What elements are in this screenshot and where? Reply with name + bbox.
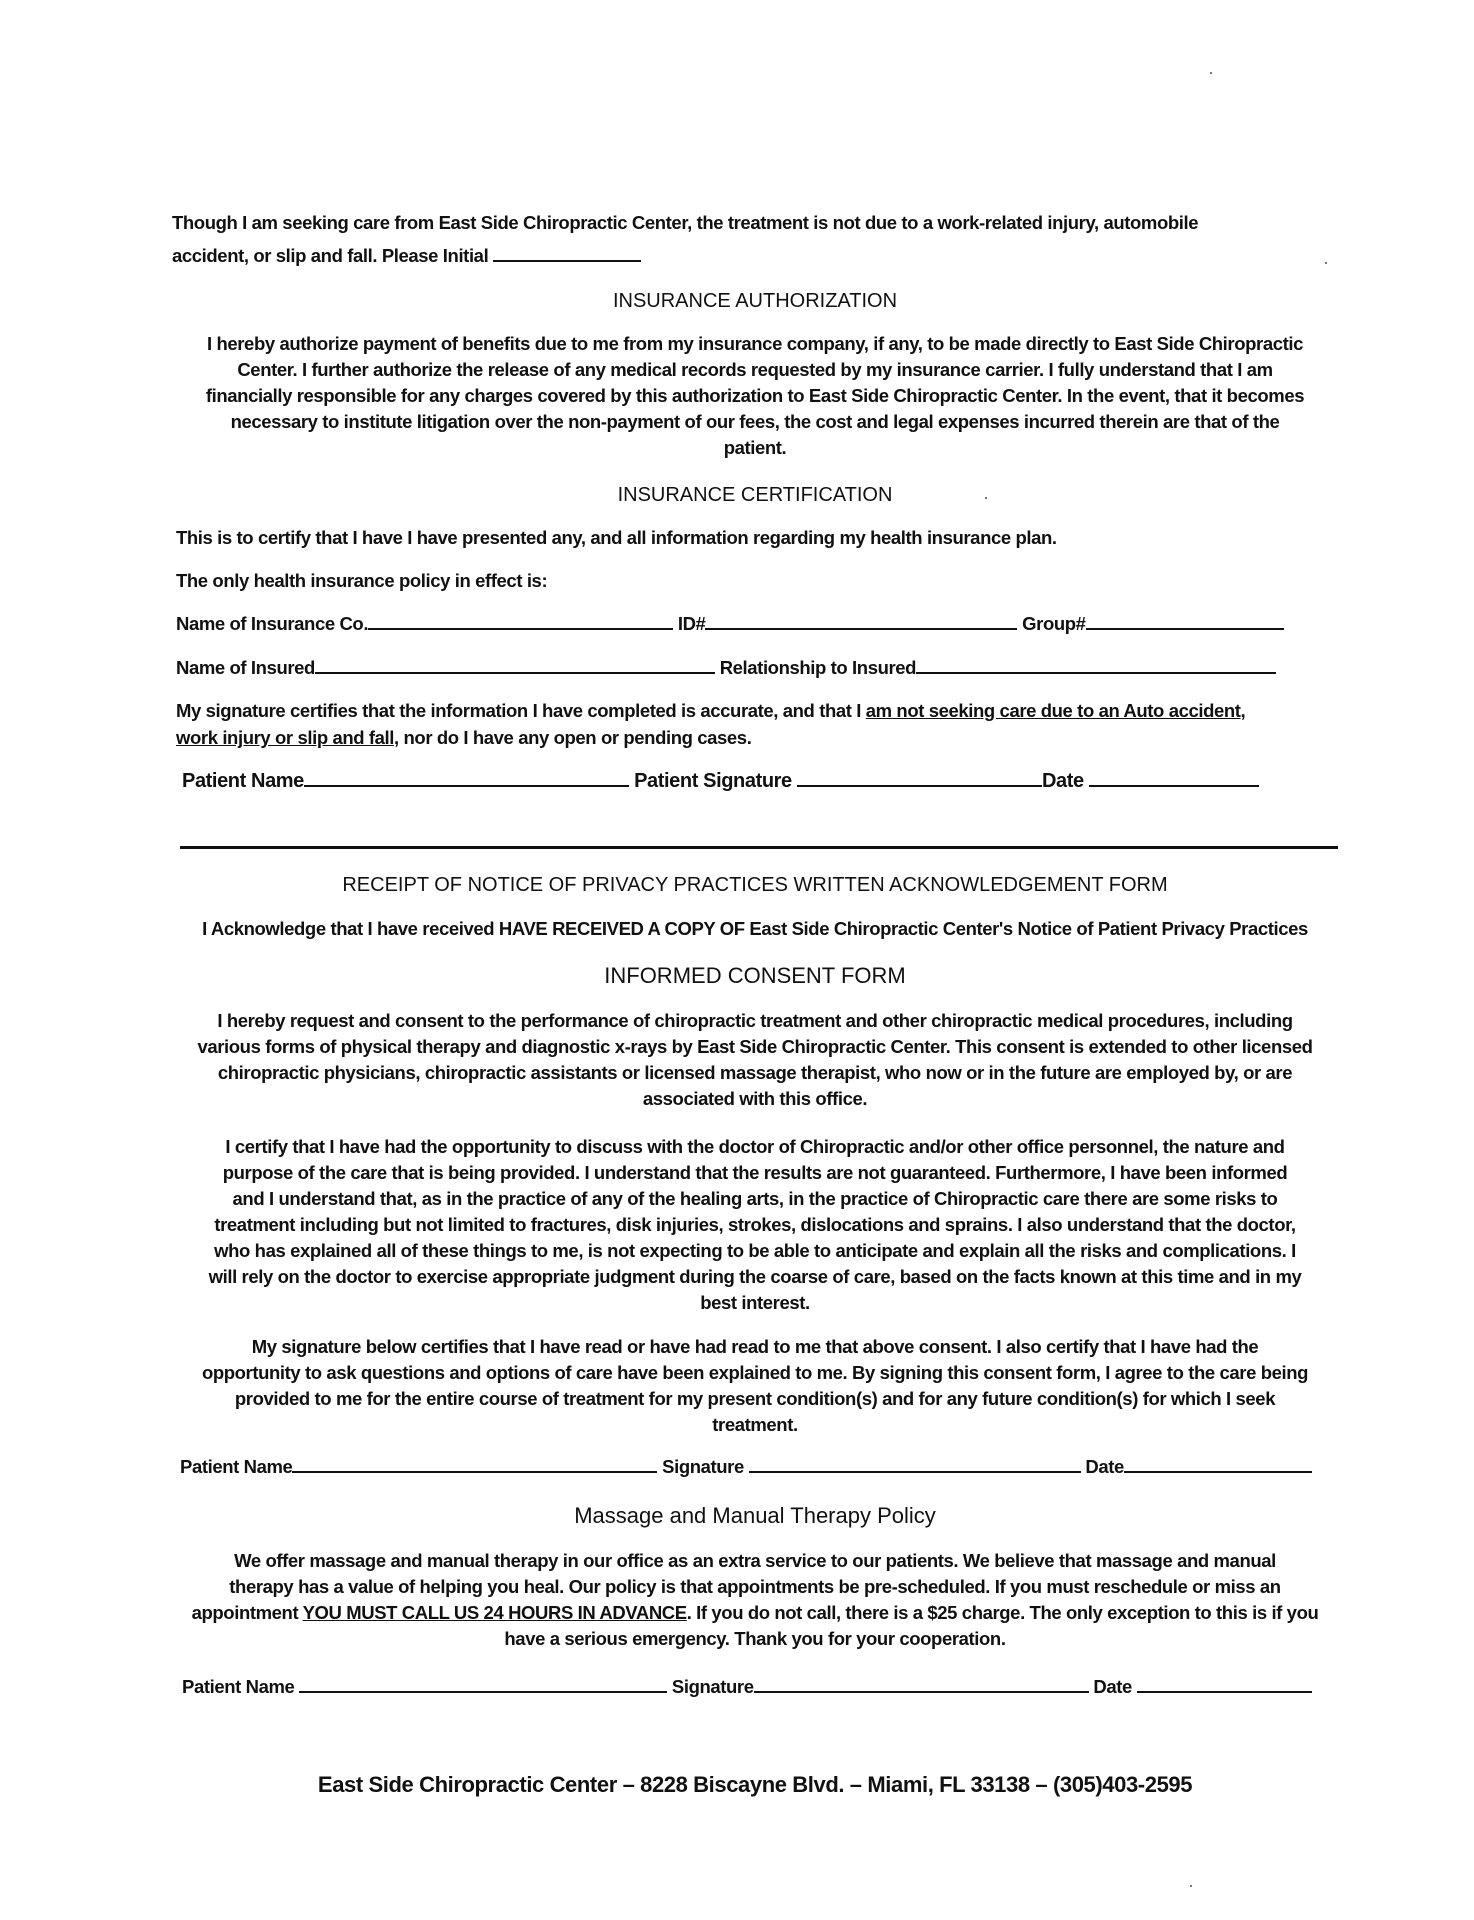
intro-line-2 <box>172 244 641 267</box>
auth-line: financially responsible for any charges covered by this authorization to East Side Chiropractic Center. In the event, that it becomes <box>205 385 1305 406</box>
patient-name-field[interactable] <box>292 1455 657 1473</box>
consent-line: associated with this office. <box>642 1088 868 1109</box>
certification-signature-row <box>182 769 1259 793</box>
initial-field[interactable] <box>493 244 641 262</box>
date-label: Date <box>1085 1456 1124 1477</box>
informed-consent-heading: INFORMED CONSENT FORM <box>604 963 906 988</box>
massage-policy-heading: Massage and Manual Therapy Policy <box>574 1503 936 1528</box>
date-label: Date <box>1041 770 1084 792</box>
signature-label: Signature <box>671 1676 754 1697</box>
date-field[interactable] <box>1089 769 1259 787</box>
scan-speck <box>985 497 987 499</box>
massage-signature-row <box>182 1675 1312 1698</box>
date-label: Date <box>1093 1676 1132 1697</box>
scan-speck <box>1325 262 1327 264</box>
consent-line: best interest. <box>700 1292 810 1313</box>
patient-name-label: Patient Name <box>182 770 304 792</box>
massage-line: therapy has a value of helping you heal. Our policy is that appointments be pre-scheduled. If you must reschedule or miss an <box>229 1576 1281 1597</box>
statement-underlined: am not seeking care due to an Auto accident, <box>865 700 1246 721</box>
intro-line-1: Though I am seeking care from East Side Chiropractic Center, the treatment is not due to a work-related injury, automobile <box>172 212 1199 233</box>
certification-statement-1 <box>176 700 1245 722</box>
insurance-row-1 <box>176 612 1284 635</box>
consent-line: will rely on the doctor to exercise appropriate judgment during the coarse of care, based on the facts known at this time and in my <box>208 1266 1302 1287</box>
signature-field[interactable] <box>754 1675 1089 1693</box>
consent-line: opportunity to ask questions and options of care have been explained to me. By signing this consent form, I agree to the care being <box>201 1362 1309 1383</box>
insurance-row-2 <box>176 656 1276 679</box>
consent-line: and I understand that, as in the practice of any of the healing arts, in the practice of Chiropractic care there are some risks to <box>232 1188 1278 1209</box>
auth-line: necessary to institute litigation over the non-payment of our fees, the cost and legal expenses incurred therein are that of the <box>230 411 1280 432</box>
consent-line: I certify that I have had the opportunity to discuss with the doctor of Chiropractic and/or other office personnel, the nature and <box>225 1136 1285 1157</box>
insured-label: Name of Insured <box>176 657 315 678</box>
massage-line: We offer massage and manual therapy in our office as an extra service to our patients. We believe that massage and manual <box>234 1550 1276 1571</box>
consent-line: My signature below certifies that I have read or have had read to me that above consent. I also certify that I have had the <box>251 1336 1259 1357</box>
footer-contact: East Side Chiropractic Center – 8228 Biscayne Blvd. – Miami, FL 33138 – (305)403-2595 <box>317 1772 1193 1797</box>
patient-signature-field[interactable] <box>797 769 1042 787</box>
patient-name-label: Patient Name <box>182 1676 295 1697</box>
consent-line: treatment including but not limited to fractures, disk injuries, strokes, dislocations and sprains. I also understand that the doctor, <box>214 1214 1296 1235</box>
massage-line <box>170 1602 1340 1624</box>
consent-line: who has explained all of these things to me, is not expecting to be able to anticipate and explain all the risks and complications. I <box>214 1240 1296 1261</box>
privacy-acknowledgement: I Acknowledge that I have received HAVE RECEIVED A COPY OF East Side Chiropractic Center's Notice of Patient Privacy Practices <box>202 918 1308 939</box>
auth-line: I hereby authorize payment of benefits due to me from my insurance company, if any, to be made directly to East Side Chiropractic <box>206 333 1303 354</box>
privacy-heading: RECEIPT OF NOTICE OF PRIVACY PRACTICES WRITTEN ACKNOWLEDGEMENT FORM <box>342 874 1168 896</box>
insurance-co-field[interactable] <box>368 612 673 630</box>
consent-line: chiropractic physicians, chiropractic assistants or licensed massage therapist, who now or in the future are employed by, or are <box>217 1062 1293 1083</box>
patient-signature-label: Patient Signature <box>634 770 792 792</box>
signature-field[interactable] <box>749 1455 1081 1473</box>
insured-field[interactable] <box>315 656 715 674</box>
consent-signature-row <box>180 1455 1312 1478</box>
statement-text: nor do I have any open or pending cases. <box>398 727 752 748</box>
group-field[interactable] <box>1086 612 1284 630</box>
auth-line: patient. <box>723 437 787 458</box>
policy-intro: The only health insurance policy in effect is: <box>176 570 548 591</box>
patient-name-field[interactable] <box>299 1675 667 1693</box>
consent-line: treatment. <box>712 1414 798 1435</box>
signature-label: Signature <box>662 1456 744 1477</box>
auth-line: Center. I further authorize the release of any medical records requested by my insurance carrier. I fully understand that I am <box>237 359 1273 380</box>
scan-speck <box>1190 1885 1192 1887</box>
massage-line: have a serious emergency. Thank you for your cooperation. <box>504 1628 1006 1649</box>
id-field[interactable] <box>705 612 1017 630</box>
consent-line: provided to me for the entire course of treatment for my present condition(s) and for any future condition(s) for which I seek <box>234 1388 1276 1409</box>
consent-line: purpose of the care that is being provided. I understand that the results are not guaranteed. Furthermore, I have been informed <box>222 1162 1288 1183</box>
consent-line: I hereby request and consent to the performance of chiropractic treatment and other chiropractic medical procedures, including <box>217 1010 1293 1031</box>
relationship-field[interactable] <box>916 656 1276 674</box>
id-label: ID# <box>677 613 706 634</box>
massage-text: . If you do not call, there is a $25 charge. The only exception to this is if you <box>686 1602 1319 1623</box>
certification-statement-2 <box>176 727 751 749</box>
relationship-label: Relationship to Insured <box>719 657 917 678</box>
group-label: Group# <box>1022 613 1086 634</box>
statement-underlined: work injury or slip and fall, <box>176 727 399 748</box>
insurance-certification-heading: INSURANCE CERTIFICATION <box>617 484 893 506</box>
massage-text: appointment <box>191 1602 303 1623</box>
patient-name-label: Patient Name <box>180 1456 293 1477</box>
date-field[interactable] <box>1137 1675 1312 1693</box>
scan-speck <box>1210 72 1212 74</box>
section-divider <box>180 846 1338 849</box>
statement-text: My signature certifies that the information I have completed is accurate, and that I <box>176 700 866 721</box>
insurance-co-label: Name of Insurance Co. <box>176 613 369 634</box>
patient-name-field[interactable] <box>304 769 629 787</box>
date-field[interactable] <box>1124 1455 1312 1473</box>
intro-text: accident, or slip and fall. Please Initial <box>172 245 489 266</box>
call-advance-notice: YOU MUST CALL US 24 HOURS IN ADVANCE <box>302 1602 687 1623</box>
consent-line: various forms of physical therapy and diagnostic x-rays by East Side Chiropractic Center. This consent is extended to other licensed <box>197 1036 1313 1057</box>
insurance-authorization-heading: INSURANCE AUTHORIZATION <box>612 290 898 312</box>
certify-text: This is to certify that I have I have presented any, and all information regarding my health insurance plan. <box>176 527 1057 548</box>
